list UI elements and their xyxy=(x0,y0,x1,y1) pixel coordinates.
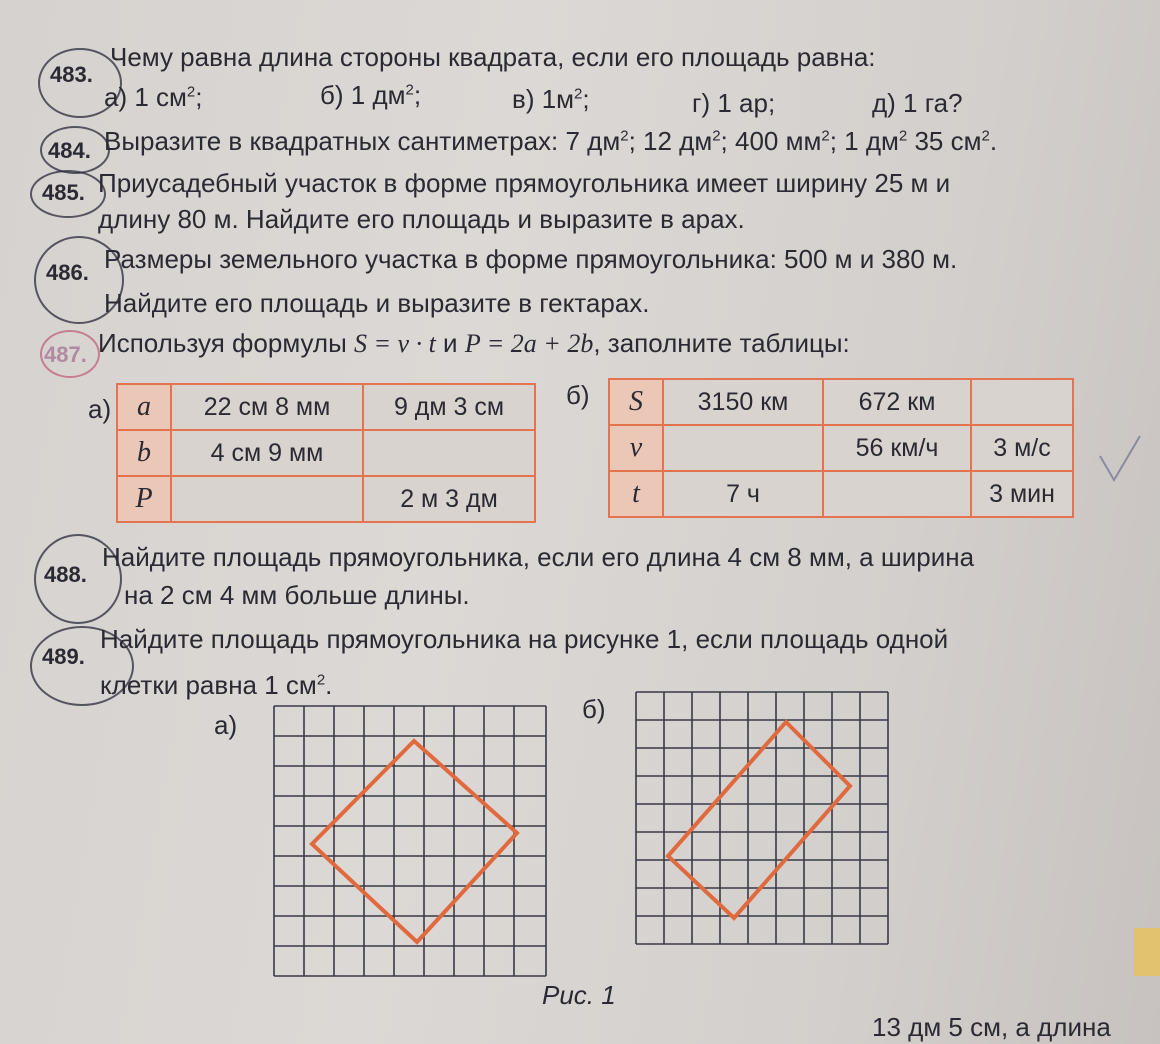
problem-489-line2: клетки равна 1 $см^2$. xyxy=(100,670,333,700)
table-a-cell: 9 дм 3 см xyxy=(363,384,535,430)
problem-485-line2: длину 80 м. Найдите его площадь и выразите в арах. xyxy=(98,204,745,234)
table-b-cell: 3150 км xyxy=(663,379,823,425)
table-b-cell: 56 км/ч xyxy=(823,425,971,471)
figure-caption: Рис. 1 xyxy=(542,980,616,1010)
figure-b-grid xyxy=(630,686,894,968)
next-problem-fragment: 13 дм 5 см, а длина xyxy=(872,1012,1111,1042)
problem-484-number: 484. xyxy=(48,138,91,163)
figure-a-label: а) xyxy=(214,710,238,740)
table-a-header-p: P xyxy=(117,476,171,522)
table-a-cell: 4 см 9 мм xyxy=(171,430,363,476)
table-b-header-v: v xyxy=(609,425,663,471)
table-b-label: б) xyxy=(566,380,590,410)
option-g: г) 1 ар; xyxy=(692,88,776,118)
figure-b-label: б) xyxy=(582,694,606,724)
problem-483-text: Чему равна длина стороны квадрата, если его площадь равна: xyxy=(110,42,876,72)
problem-483-number: 483. xyxy=(50,62,93,87)
table-b-cell xyxy=(823,471,971,517)
option-a: а) 1 $см^2$; xyxy=(104,82,203,112)
table-a-cell: 2 м 3 дм xyxy=(363,476,535,522)
table-a-header-b: b xyxy=(117,430,171,476)
problem-486-line2: Найдите его площадь и выразите в гектарах. xyxy=(104,288,650,318)
option-v: в) $1м^2$; xyxy=(512,84,590,114)
page-marker xyxy=(1134,928,1160,976)
problem-484-text: Выразите в квадратных сантиметрах: 7 $дм^2$; 12 $дм^2$; 400 $мм^2$; 1 $дм^2$ 35 $см^2$. xyxy=(104,126,998,156)
problem-489-number: 489. xyxy=(42,644,85,669)
option-b: б) 1 $дм^2$; xyxy=(320,80,422,110)
problem-488-line2: на 2 см 4 мм больше длины. xyxy=(124,580,470,610)
problem-488-line1: Найдите площадь прямоугольника, если его длина 4 см 8 мм, а ширина xyxy=(102,542,975,572)
grid-b-lines xyxy=(636,692,888,944)
problem-485-number: 485. xyxy=(42,180,85,205)
problem-487-text: Используя формулы S = v · t и P = 2a + 2b, заполните таблицы: xyxy=(98,328,850,358)
checkmark-icon xyxy=(1096,430,1142,486)
figure-a-grid xyxy=(270,696,552,982)
table-a xyxy=(116,383,536,523)
table-a-label: а) xyxy=(88,394,112,424)
table-b-cell: 3 мин xyxy=(971,471,1073,517)
problem-486-line1: Размеры земельного участка в форме прямоугольника: 500 м и 380 м. xyxy=(104,244,958,274)
table-a-cell xyxy=(363,430,535,476)
table-b-header-s: S xyxy=(609,379,663,425)
table-b-cell xyxy=(971,379,1073,425)
table-b-cell: 7 ч xyxy=(663,471,823,517)
option-d: д) 1 га? xyxy=(872,88,963,118)
table-b-cell xyxy=(663,425,823,471)
table-b xyxy=(608,378,1074,518)
problem-487-number: 487. xyxy=(44,342,87,367)
problem-489-line1: Найдите площадь прямоугольника на рисунке 1, если площадь одной xyxy=(100,624,949,654)
table-a-cell xyxy=(171,476,363,522)
figure-a-rectangle xyxy=(312,741,517,942)
table-b-cell: 672 км xyxy=(823,379,971,425)
table-a-cell: 22 см 8 мм xyxy=(171,384,363,430)
table-b-cell: 3 м/с xyxy=(971,425,1073,471)
problem-485-line1: Приусадебный участок в форме прямоугольника имеет ширину 25 м и xyxy=(98,168,951,198)
table-b-header-t: t xyxy=(609,471,663,517)
table-a-header-a: a xyxy=(117,384,171,430)
problem-488-number: 488. xyxy=(44,562,87,587)
problem-486-number: 486. xyxy=(46,260,89,285)
